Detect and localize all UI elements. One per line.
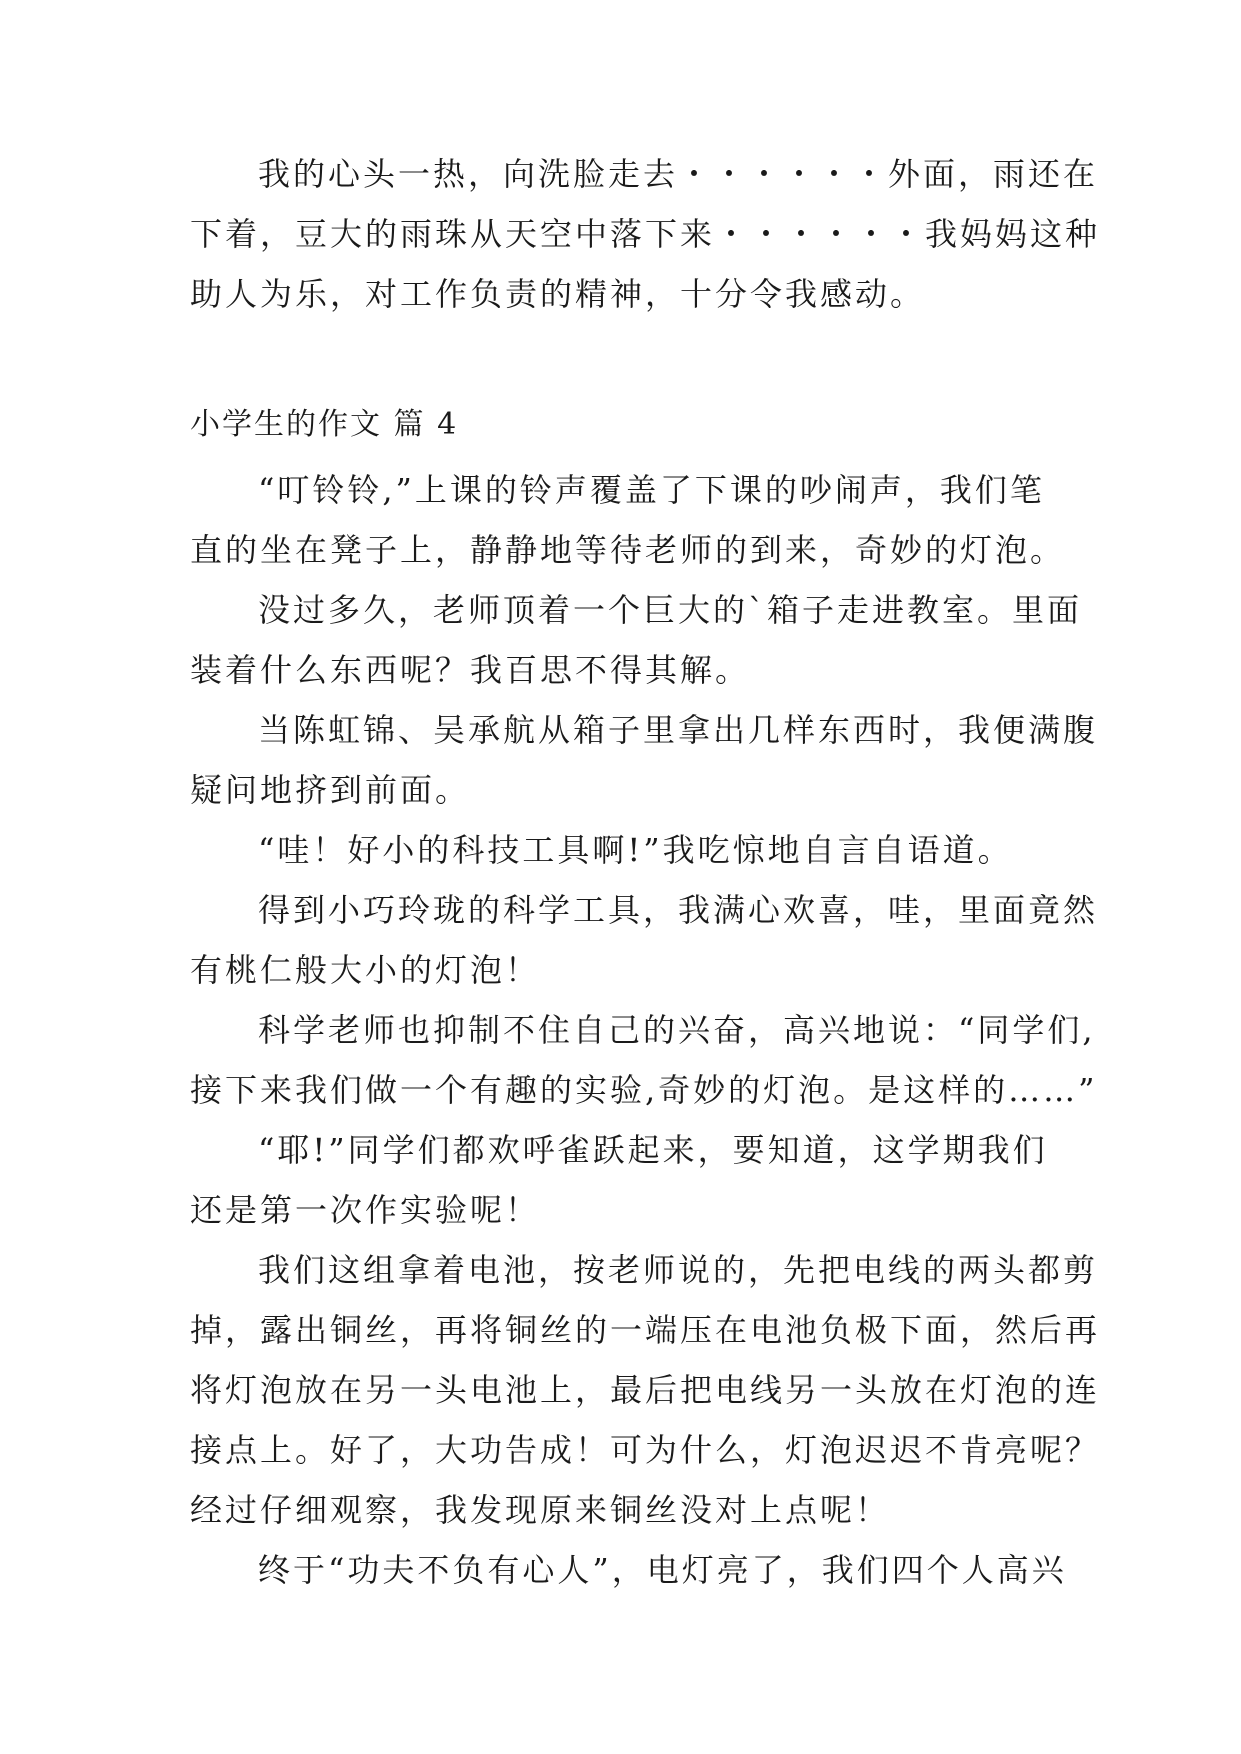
text-line: 掉，露出铜丝，再将铜丝的一端压在电池负极下面，然后再: [190, 1311, 1101, 1349]
paragraph-2: [190, 591, 1083, 714]
text-line: 得到小巧玲珑的科学工具，我满心欢喜，哇，里面竟然: [258, 891, 1099, 929]
document-page: [190, 155, 1101, 1614]
previous-paragraph: [190, 155, 1101, 338]
text-line: 科学老师也抑制不住自己的兴奋，高兴地说：“同学们,: [258, 1011, 1096, 1049]
text-line: 接下来我们做一个有趣的实验,奇妙的灯泡。是这样的……”: [190, 1071, 1098, 1109]
text-line: “叮铃铃,”上课的铃声覆盖了下课的吵闹声，我们笔: [258, 471, 1045, 509]
text-line: 下着，豆大的雨珠从天空中落下来・・・・・・我妈妈这种: [190, 215, 1101, 253]
text-line: 我们这组拿着电池，按老师说的，先把电线的两头都剪: [258, 1251, 1099, 1289]
section-title: 小学生的作文 篇 4: [190, 407, 459, 442]
text-line: 没过多久，老师顶着一个巨大的`箱子走进教室。里面: [258, 591, 1083, 629]
text-line: 我的心头一热，向洗脸走去・・・・・・外面，雨还在: [258, 155, 1099, 193]
paragraph-8: [190, 1251, 1101, 1554]
text-line: 疑问地挤到前面。: [190, 771, 471, 809]
text-line: 还是第一次作实验呢！: [190, 1191, 541, 1229]
text-line: “耶!”同学们都欢呼雀跃起来，要知道，这学期我们: [258, 1131, 1048, 1169]
text-line: 直的坐在凳子上，静静地等待老师的到来，奇妙的灯泡。: [190, 531, 1066, 569]
text-line: 接点上。好了，大功告成！可为什么，灯泡迟迟不肯亮呢？: [190, 1431, 1101, 1469]
text-line: 有桃仁般大小的灯泡！: [190, 951, 541, 989]
text-line: “哇！好小的科技工具啊!”我吃惊地自言自语道。: [258, 831, 1013, 869]
text-line: 当陈虹锦、吴承航从箱子里拿出几样东西时，我便满腹: [258, 711, 1099, 749]
paragraph-3: [190, 711, 1099, 834]
text-line: 装着什么东西呢？我百思不得其解。: [190, 651, 751, 689]
paragraph-4: [190, 831, 1060, 894]
paragraph-5: [190, 891, 1099, 1014]
paragraph-9: [190, 1551, 1067, 1614]
paragraph-7: [190, 1131, 1060, 1254]
text-line: 助人为乐，对工作负责的精神，十分令我感动。: [190, 275, 926, 313]
paragraph-6: [190, 1011, 1098, 1134]
paragraph-1: [190, 471, 1066, 594]
section-spacer: [190, 338, 1060, 410]
text-line: 经过仔细观察，我发现原来铜丝没对上点呢！: [190, 1491, 891, 1529]
text-line: 终于“功夫不负有心人”，电灯亮了，我们四个人高兴: [258, 1551, 1067, 1589]
text-line: 将灯泡放在另一头电池上，最后把电线另一头放在灯泡的连: [190, 1371, 1101, 1409]
